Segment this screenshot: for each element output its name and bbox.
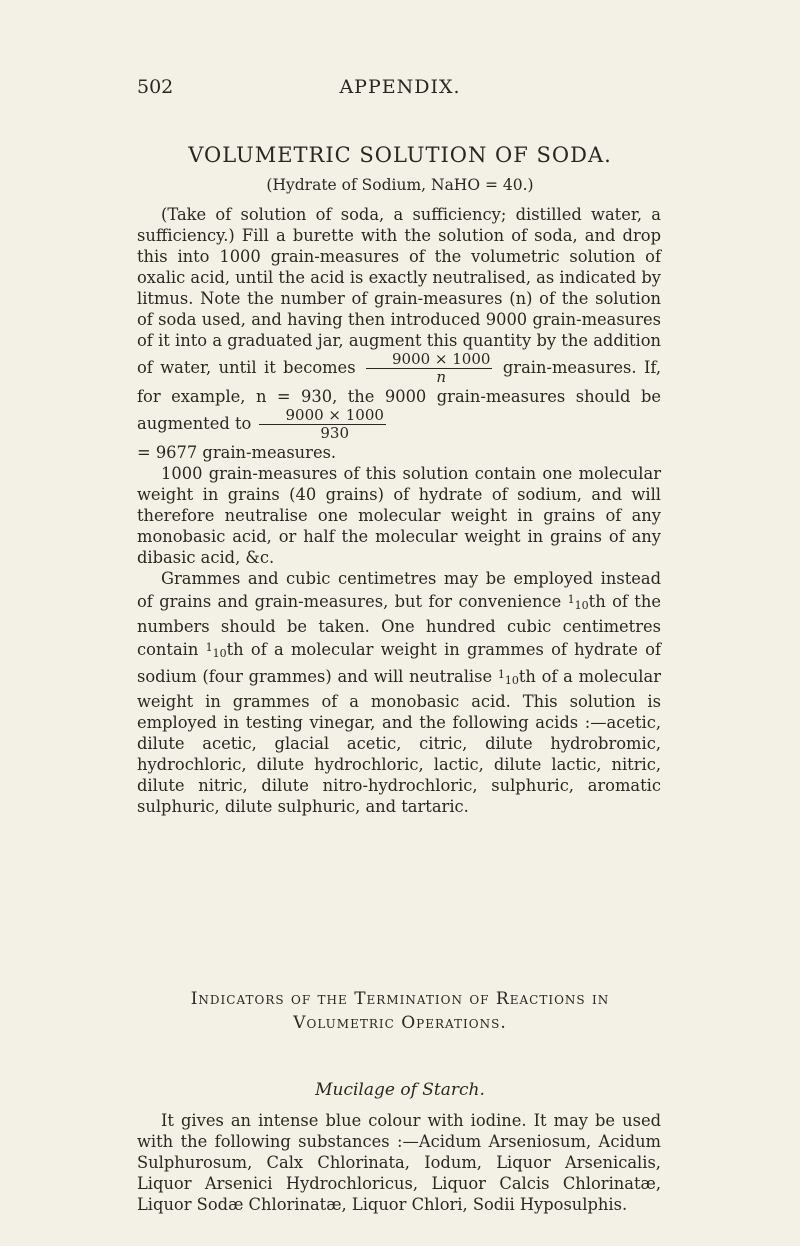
paragraph-preparation (137, 204, 661, 463)
fraction-2-numerator: 9000 × 1000 (259, 407, 385, 425)
tenth-3-numerator: 1 (497, 668, 505, 681)
section-title: VOLUMETRIC SOLUTION OF SODA. (188, 143, 612, 167)
tenth-2-denominator: 10 (212, 647, 227, 660)
fraction-1-numerator: 9000 × 1000 (366, 351, 492, 369)
paragraph-grammes-text-1: Grammes and cubic centimetres may be employed instead of grains and grain-measures, but for convenience (137, 569, 661, 611)
fraction-1-denominator: n (436, 368, 447, 386)
body-text-top (137, 204, 661, 817)
page-number: 502 (137, 76, 174, 98)
paragraph-grammes-text-3: of a molecular weight in grammes of hydrate of sodium (four grammes) and will neutralise (137, 640, 661, 686)
paragraph-preparation-end: = 9677 grain-measures. (137, 443, 337, 462)
section-heading-line-2: Volumetric Operations. (293, 1013, 507, 1033)
paragraph-grammes-text-2: of the numbers should be taken. One hundred cubic centimetres contain (137, 592, 661, 659)
paragraph-preparation-text: (Take of solution of soda, a sufficiency; distilled water, a sufficiency.) Fill a burette with the solution of soda, and drop this into 1000 grain-measures of the volumetric solution of oxalic acid, until the acid is exactly neutralised, as indicated by litmus. Note the number of grain-measures (n) of the solution of soda used, and having then introduced 9000 grain-measures of it into a graduated jar, augment this quantity by the addition of water, until it becomes (137, 205, 661, 377)
paragraph-starch: It gives an intense blue colour with iodine. It may be used with the following substances :—Acidum Arseniosum, Acidum Sulphurosum, Calx Chlorinata, Iodum, Liquor Arsenicalis, Liquor Arsenici Hydrochloricus, Liquor Calcis Chlorinatæ, Liquor Sodæ Chlorinatæ, Liquor Chlori, Sodii Hyposulphis. (137, 1111, 661, 1214)
paragraph-preparation-mid: grain-measures. If, for example, n = 930, the 9000 grain-measures should be augmented to (137, 358, 661, 433)
running-title: APPENDIX. (339, 76, 461, 98)
tenth-2-numerator: 1 (205, 641, 213, 654)
fraction-2-denominator: 930 (320, 424, 350, 442)
tenth-2-suffix: th (226, 640, 244, 659)
section-subtitle: (Hydrate of Sodium, NaHO = 40.) (266, 176, 534, 194)
tenth-3-denominator: 10 (504, 674, 519, 687)
tenth-1-denominator: 10 (574, 599, 589, 612)
paragraph-grammes-text-4: of a molecular weight in grammes of a monobasic acid. This solution is employed in testing vinegar, and the following acids :—acetic, dilute acetic, glacial acetic, citric, dilute hydrobromic, hydrochloric, dilute hydrochloric, lactic, dilute lactic, nitric, dilute nitric, dilute nitro-hydrochloric, sulphuric, aromatic sulphuric, dilute sulphuric, and tartaric. (137, 667, 661, 816)
tenth-1-suffix: th (588, 592, 606, 611)
tenth-1-numerator: 1 (567, 593, 575, 606)
sub-heading: Mucilage of Starch. (315, 1080, 485, 1100)
fraction-one-tenth-3 (497, 668, 519, 687)
body-text-bottom (137, 1110, 661, 1215)
section-heading-line-1: Indicators of the Termination of Reactions in (190, 989, 610, 1009)
paragraph-grammes (137, 568, 661, 817)
fraction-formula-1 (366, 351, 492, 386)
fraction-one-tenth-1 (567, 593, 589, 612)
fraction-one-tenth-2 (205, 641, 227, 660)
tenth-3-suffix: th (518, 667, 536, 686)
fraction-formula-2 (259, 407, 385, 442)
paragraph-molecular-weight: 1000 grain-measures of this solution contain one molecular weight in grains (40 grains) of hydrate of sodium, and will therefore neutralise one molecular weight in grains of any monobasic acid, or half the molecular weight in grains of any dibasic acid, &c. (137, 464, 661, 567)
